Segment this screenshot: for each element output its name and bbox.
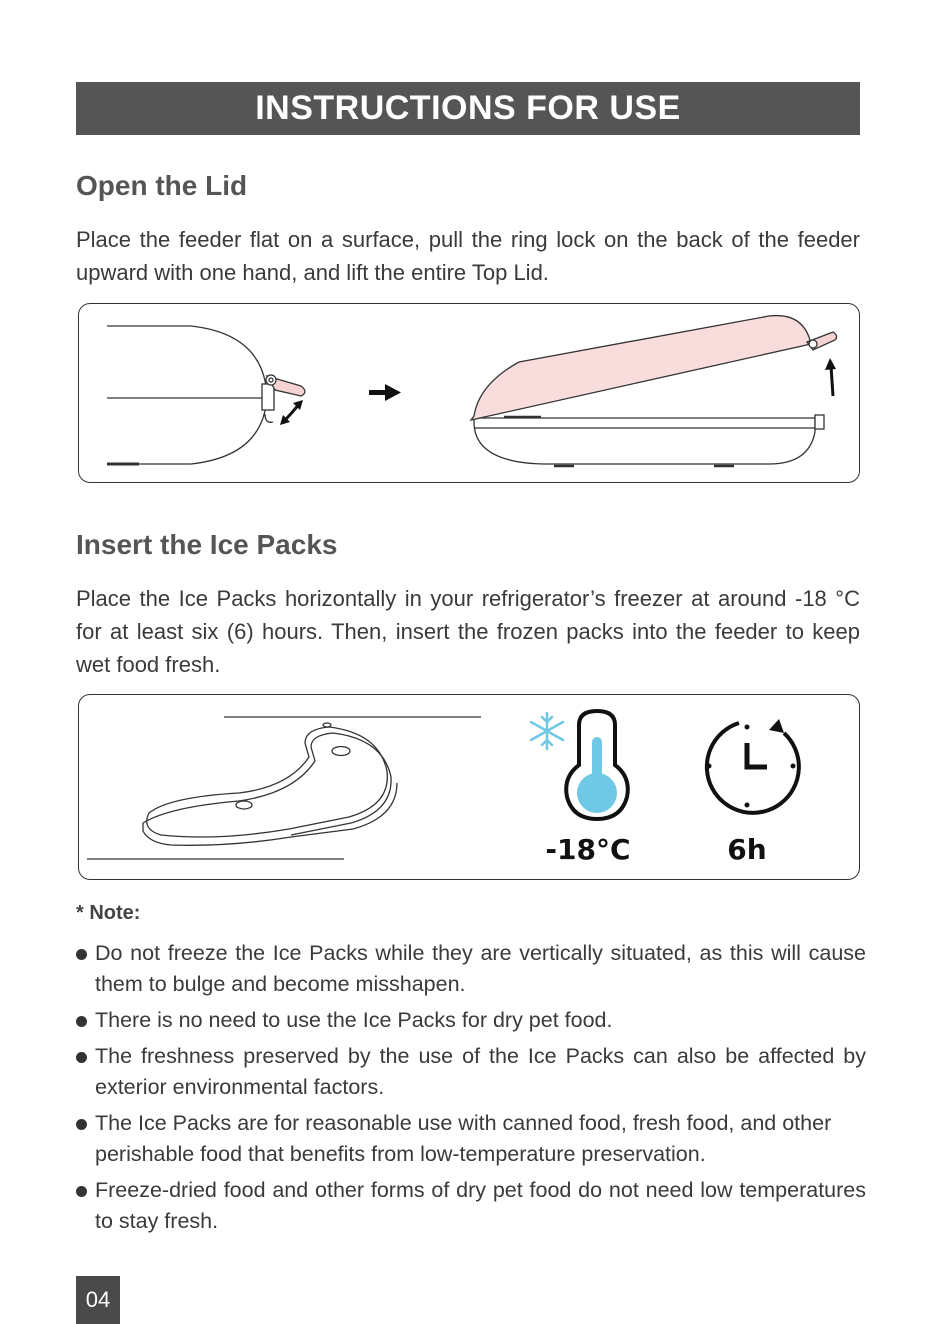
notes-list: [76, 938, 866, 1242]
bullet-icon: [76, 949, 87, 960]
section-heading-open-lid: Open the Lid: [76, 170, 248, 201]
note-item: There is no need to use the Ice Packs for dry pet food.: [76, 1005, 866, 1036]
note-title: * Note:: [76, 902, 141, 924]
lift-arrow-icon: [825, 358, 836, 396]
thermometer-icon: [566, 711, 628, 819]
open-lid-illustration-panel: [78, 303, 860, 483]
ice-pack-illustration-panel: [78, 694, 860, 880]
note-item: Freeze-dried food and other forms of dry pet food do not need low temperatures to stay fresh.: [76, 1175, 866, 1237]
note-item: The freshness preserved by the use of the Ice Packs can also be affected by exterior environmental factors.: [76, 1041, 866, 1103]
bullet-icon: [76, 1119, 87, 1130]
ring-pull-arrow-icon: [280, 400, 303, 425]
ice-pack-drawing: [143, 723, 397, 845]
bullet-icon: [76, 1016, 87, 1027]
ice-pack-illustration: [79, 695, 860, 880]
closed-feeder-drawing: [107, 326, 305, 464]
open-lid-illustration: [79, 304, 860, 483]
open-feeder-drawing: [471, 316, 837, 466]
duration-label: 6h: [727, 833, 767, 866]
section-body-insert-ice-packs: Place the Ice Packs horizontally in your refrigerator’s freezer at around -18 °C for at least six (6) hours. Then, insert the frozen packs into the feeder to keep wet food fresh.: [76, 586, 860, 677]
note-item: The Ice Packs are for reasonable use with canned food, fresh food, and other perishable food that benefits from low-temperature preservation.: [76, 1108, 866, 1170]
page-title: INSTRUCTIONS FOR USE: [255, 89, 681, 127]
section-body-open-lid: Place the feeder flat on a surface, pull the ring lock on the back of the feeder upward with one hand, and lift the entire Top Lid.: [76, 227, 860, 285]
temperature-label: -18°C: [545, 833, 631, 866]
bullet-icon: [76, 1186, 87, 1197]
note-item: Do not freeze the Ice Packs while they are vertically situated, as this will cause them to bulge and become misshapen.: [76, 938, 866, 1000]
page-number: 04: [76, 1276, 120, 1324]
snowflake-icon: [531, 713, 563, 749]
bullet-icon: [76, 1052, 87, 1063]
clock-timer-icon: [707, 719, 799, 813]
section-heading-insert-ice-packs: Insert the Ice Packs: [76, 529, 338, 560]
page-title-banner: [76, 82, 860, 135]
next-step-arrow-icon: [369, 384, 401, 401]
